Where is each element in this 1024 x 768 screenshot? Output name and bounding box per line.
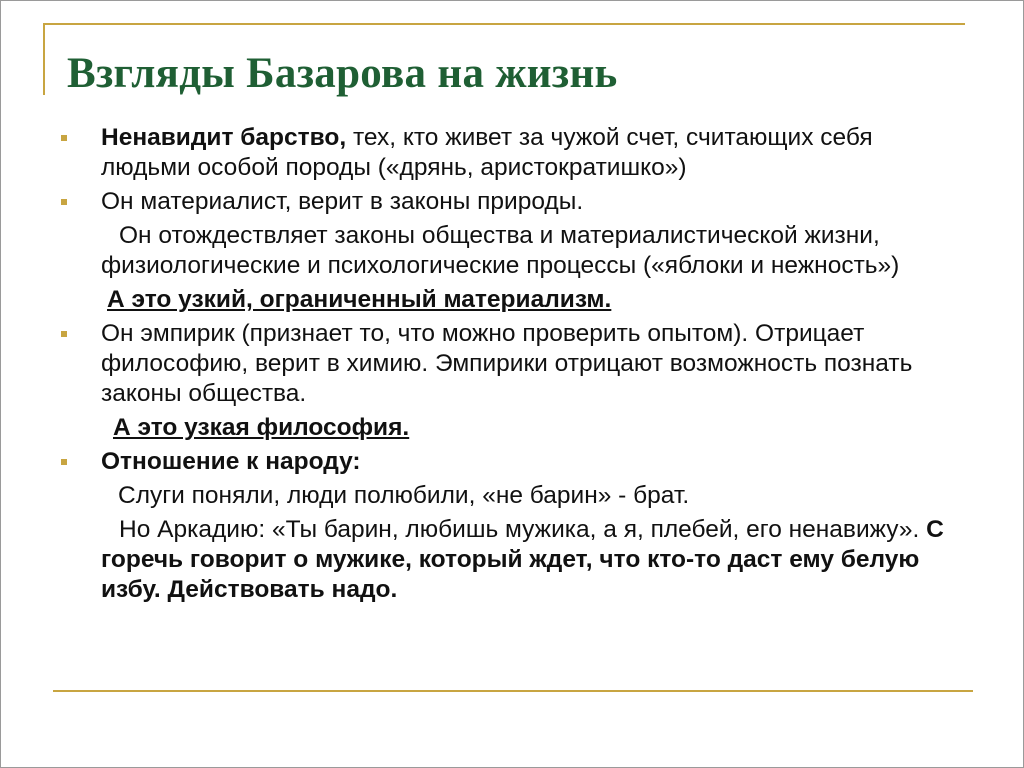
bullet-2-text: Он материалист, верит в законы природы.	[101, 188, 584, 215]
bullet-item-3	[61, 319, 961, 409]
conclusion-materialism: А это узкий, ограниченный материализм.	[107, 286, 612, 313]
slide-body	[61, 123, 961, 609]
bullet-item-2	[61, 187, 961, 217]
bullet-marker	[61, 199, 67, 205]
conclusion-philosophy: А это узкая философия.	[113, 414, 410, 441]
paragraph-arkady	[61, 515, 961, 605]
paragraph-servants: Слуги поняли, люди полюбили, «не барин» - брат.	[118, 482, 690, 509]
arkady-conclusion: С горечь говорит о мужике, который ждет, что кто-то даст ему белую избу. Действовать надо.	[101, 516, 944, 603]
arkady-quote: Но Аркадию: «Ты барин, любишь мужика, а я, плебей, его ненавижу».	[119, 516, 927, 543]
top-rule	[43, 23, 965, 25]
bottom-rule	[53, 690, 973, 692]
bullet-4-text: Отношение к народу:	[101, 448, 361, 475]
bullet-1-text: тех, кто живет за чужой счет, считающих себя людьми особой породы («дрянь, аристократишко»)	[101, 124, 873, 181]
bullet-marker	[61, 135, 67, 141]
paragraph-materialism: Он отождествляет законы общества и материалистической жизни, физиологические и психологические процессы («яблоки и нежность»)	[101, 222, 900, 279]
bullet-marker	[61, 459, 67, 465]
slide-title: Взгляды Базарова на жизнь	[67, 50, 618, 97]
left-rule	[43, 23, 45, 95]
bullet-3-text: Он эмпирик (признает то, что можно проверить опытом). Отрицает философию, верит в химию. Эмпирики отрицают возможность познать законы общества.	[101, 320, 913, 407]
bullet-1-bold: Ненавидит барство,	[101, 124, 347, 151]
bullet-item-1	[61, 123, 961, 183]
bullet-marker	[61, 331, 67, 337]
bullet-item-4	[61, 447, 961, 477]
